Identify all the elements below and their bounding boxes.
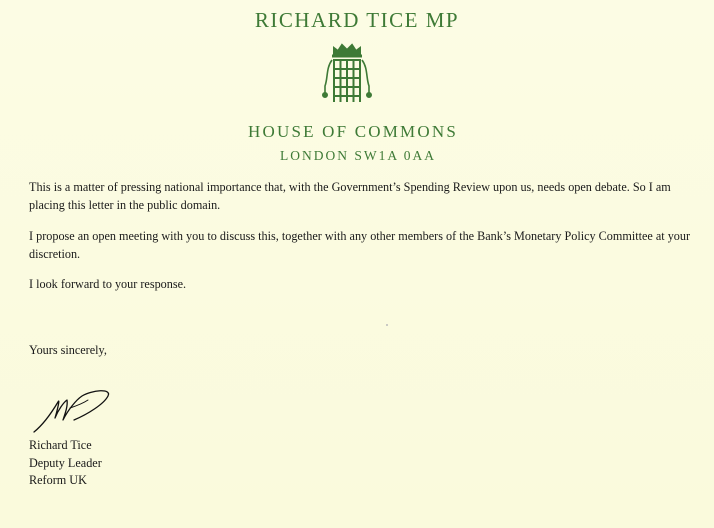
paragraph-2: I propose an open meeting with you to discuss this, together with any other members of the Bank’s Monetary Policy Committee at your discretion.	[29, 229, 691, 261]
paragraph-3: I look forward to your response.	[29, 277, 187, 291]
paper-speck	[386, 324, 388, 326]
signer-name: Richard Tice	[29, 438, 92, 452]
letterhead-house: HOUSE OF COMMONS	[248, 122, 458, 141]
portcullis-icon	[322, 42, 372, 108]
signer-org: Reform UK	[29, 473, 87, 487]
closing-salutation: Yours sincerely,	[29, 343, 107, 357]
signer-title: Deputy Leader	[29, 455, 102, 470]
letterhead-mp-name: RICHARD TICE MP	[254, 8, 460, 32]
signature-block	[29, 437, 102, 490]
letterhead-address: LONDON SW1A 0AA	[280, 148, 436, 163]
paragraph-1: This is a matter of pressing national importance that, with the Government’s Spending Review upon us, needs open debate. So I am placing this letter in the public domain.	[29, 180, 671, 212]
handwritten-signature	[30, 386, 114, 436]
